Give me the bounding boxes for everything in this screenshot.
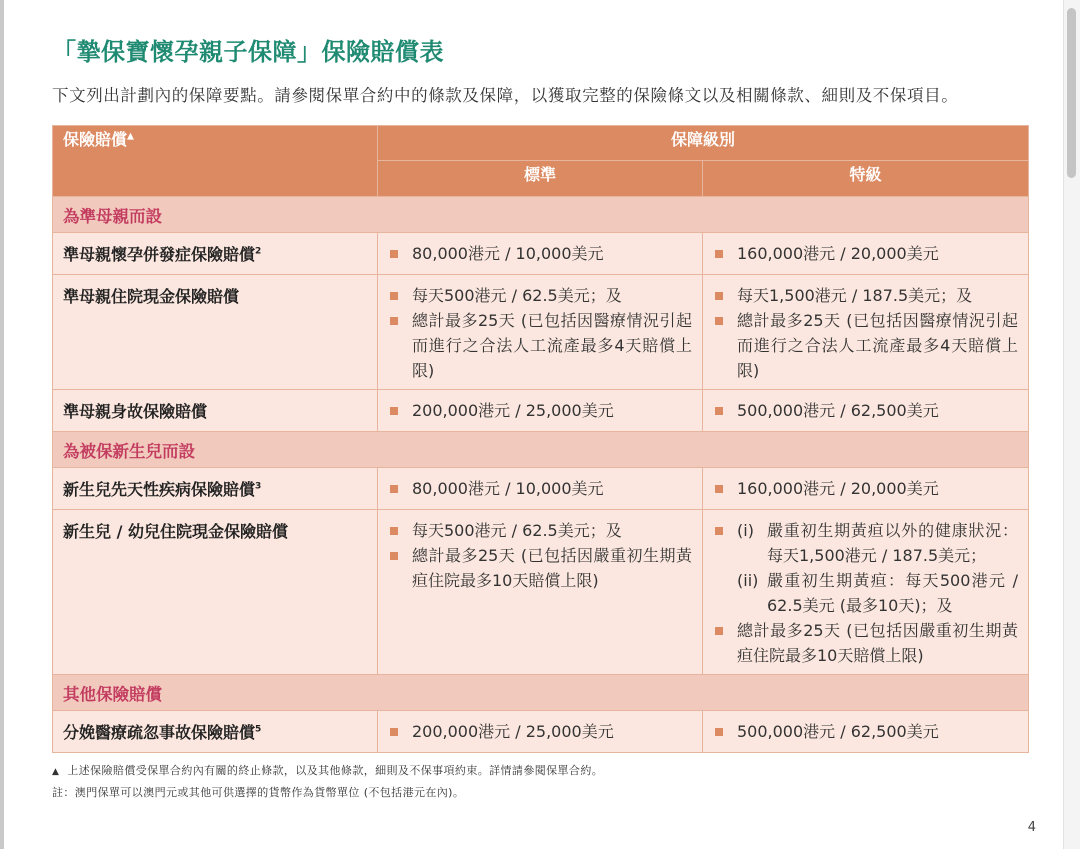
- bullet-square-icon: [715, 485, 723, 493]
- page-number: 4: [1027, 820, 1036, 835]
- bullet-square-icon: [715, 292, 723, 300]
- bullet-square-icon: [390, 407, 398, 415]
- section-title: 為被保新生兒而設: [53, 432, 1029, 468]
- premium-value: 總計最多25天 (已包括因醫療情況引起而進行之合法人工流產最多4天賠償上限): [737, 311, 1019, 380]
- benefit-name: 準母親身故保險賠償: [63, 402, 208, 421]
- benefit-name: 新生兒 / 幼兒住院現金保險賠償: [63, 522, 288, 541]
- benefit-name-cell: [53, 275, 378, 390]
- intro-text: 下文列出計劃內的保障要點。請參閱保單合約中的條款及保障，以獲取完整的保險條文以及相關條款、細則及不保項目。: [52, 86, 959, 105]
- benefit-name: 新生兒先天性疾病保險賠償: [63, 480, 256, 499]
- premium-sub-list: [737, 518, 1018, 568]
- footnote-1-text: 上述保險賠償受保單合約內有關的終止條款，以及其他條款，細則及不保事項約束。詳情請參閱保單合約。: [67, 764, 604, 777]
- sub-item-number: (ii): [737, 571, 759, 590]
- premium-sub-item: [737, 518, 1018, 568]
- bullet-square-icon: [715, 527, 723, 535]
- bullet-square-icon: [390, 250, 398, 258]
- standard-value: 200,000港元 / 25,000美元: [412, 722, 614, 741]
- benefit-name: 分娩醫療疏忽事故保險賠償: [63, 723, 256, 742]
- bullet-square-icon: [715, 728, 723, 736]
- footnote-triangle-icon: ▲: [52, 767, 60, 777]
- standard-value: 80,000港元 / 10,000美元: [412, 479, 604, 498]
- section-title: 其他保險賠償: [53, 675, 1029, 711]
- bullet-square-icon: [715, 317, 723, 325]
- standard-cell: [378, 275, 703, 390]
- section-row: [53, 432, 1029, 468]
- left-edge-bar: [0, 0, 4, 849]
- premium-sub-item: [713, 568, 1018, 618]
- footnote-1: [52, 762, 603, 778]
- premium-value: 160,000港元 / 20,000美元: [737, 244, 939, 263]
- bullet-square-icon: [390, 552, 398, 560]
- standard-cell: [378, 711, 703, 753]
- bullet-square-icon: [390, 292, 398, 300]
- scrollbar-thumb[interactable]: [1067, 8, 1076, 178]
- benefit-name: 準母親懷孕併發症保險賠償: [63, 245, 256, 264]
- bullet-square-icon: [715, 407, 723, 415]
- section-row: [53, 675, 1029, 711]
- footnote-ref: 2: [255, 246, 262, 257]
- table-row: [53, 510, 1029, 675]
- header-benefit-label: 保險賠償: [63, 130, 128, 149]
- premium-cell: [703, 275, 1029, 390]
- standard-value: 總計最多25天 (已包括因嚴重初生期黃疸住院最多10天賠償上限): [412, 546, 692, 590]
- standard-value: 80,000港元 / 10,000美元: [412, 244, 604, 263]
- footnote-ref: 5: [255, 724, 262, 735]
- header-protection-level: 保障級別: [378, 126, 1029, 161]
- benefit-name-cell: [53, 510, 378, 675]
- bullet-square-icon: [390, 527, 398, 535]
- benefit-name-cell: [53, 711, 378, 753]
- table-row: [53, 390, 1029, 432]
- table-row: [53, 233, 1029, 275]
- premium-cell: [703, 468, 1029, 510]
- sub-item-text: 嚴重初生期黃疸以外的健康狀況：每天1,500港元 / 187.5美元；: [767, 521, 1019, 565]
- premium-value: 每天1,500港元 / 187.5美元；及: [737, 286, 973, 305]
- sub-item-number: (i): [737, 521, 754, 540]
- standard-cell: [378, 510, 703, 675]
- benefit-name-cell: [53, 390, 378, 432]
- premium-value: 總計最多25天 (已包括因嚴重初生期黃疸住院最多10天賠償上限): [737, 621, 1019, 665]
- benefit-name-cell: [53, 468, 378, 510]
- bullet-square-icon: [390, 317, 398, 325]
- premium-value: 500,000港元 / 62,500美元: [737, 401, 939, 420]
- table-row: [53, 275, 1029, 390]
- standard-cell: [378, 233, 703, 275]
- table-row: [53, 468, 1029, 510]
- header-standard: 標準: [378, 161, 703, 197]
- page-title: 「摯保寶懷孕親子保障」保險賠償表: [52, 38, 444, 66]
- section-row: [53, 197, 1029, 233]
- benefit-name: 準母親住院現金保險賠償: [63, 287, 240, 306]
- footnote-2: 註：澳門保單可以澳門元或其他可供選擇的貨幣作為貨幣單位 (不包括港元在內)。: [52, 786, 465, 799]
- bullet-square-icon: [390, 485, 398, 493]
- benefits-table: [52, 125, 1029, 753]
- premium-cell: [703, 233, 1029, 275]
- standard-value: 每天500港元 / 62.5美元；及: [412, 286, 622, 305]
- header-benefit-name: [53, 126, 378, 197]
- benefit-name-cell: [53, 233, 378, 275]
- premium-cell: [703, 711, 1029, 753]
- header-triangle-mark: ▲: [127, 131, 134, 142]
- footnote-ref: 3: [255, 481, 262, 492]
- standard-value: 每天500港元 / 62.5美元；及: [412, 521, 622, 540]
- standard-value: 總計最多25天 (已包括因醫療情況引起而進行之合法人工流產最多4天賠償上限): [412, 311, 692, 380]
- header-premium: 特級: [703, 161, 1029, 197]
- premium-value: 500,000港元 / 62,500美元: [737, 722, 939, 741]
- standard-cell: [378, 390, 703, 432]
- bullet-square-icon: [715, 250, 723, 258]
- bullet-square-icon: [390, 728, 398, 736]
- premium-cell: [703, 390, 1029, 432]
- standard-value: 200,000港元 / 25,000美元: [412, 401, 614, 420]
- premium-cell: [703, 510, 1029, 675]
- premium-value: 160,000港元 / 20,000美元: [737, 479, 939, 498]
- standard-cell: [378, 468, 703, 510]
- table-row: [53, 711, 1029, 753]
- section-title: 為準母親而設: [53, 197, 1029, 233]
- bullet-square-icon: [715, 627, 723, 635]
- sub-item-text: 嚴重初生期黃疸：每天500港元 / 62.5美元 (最多10天)；及: [767, 571, 1019, 615]
- scrollbar[interactable]: [1063, 0, 1080, 849]
